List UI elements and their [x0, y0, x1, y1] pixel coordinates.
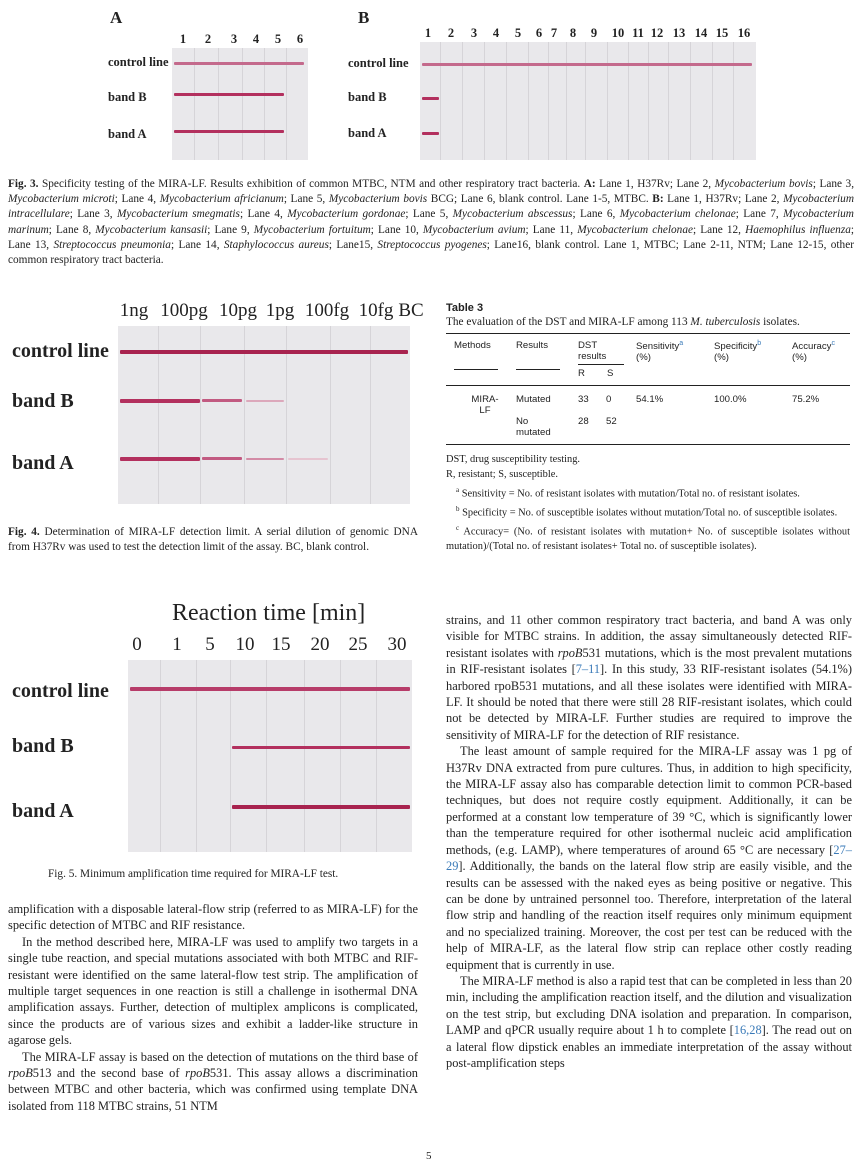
lane-number: 6	[535, 26, 543, 40]
band-a	[174, 130, 284, 133]
table-title-text: isolates.	[760, 316, 800, 328]
panel-a-strip-image	[172, 48, 308, 160]
cell-r: 28	[578, 416, 589, 427]
column-header: 15	[271, 634, 291, 655]
fig4-caption	[8, 525, 418, 555]
row-label-band-a: band A	[348, 126, 387, 140]
caption-label: Fig. 3.	[8, 178, 39, 190]
lane-number: 15	[715, 26, 729, 40]
cell-s: 52	[606, 416, 617, 427]
fig4-strip-image	[118, 326, 410, 504]
table-notes	[446, 453, 850, 555]
text-run: The MIRA-LF method is also a rapid test that can be completed in less than 20 min, including the amplification reaction itself, and the dilution and visualization on the test strip, but excluding DNA isolation and preparation. In comparison, LAMP and qPCR usually require about 1 h to complete [	[446, 973, 852, 1038]
lane-number: 4	[252, 32, 260, 46]
caption-text: ; Lane 4,	[239, 208, 288, 221]
text-run: ]. The read out on a lateral flow dipstick enables an immediate interpretation of the assay without post-amplification steps	[446, 1023, 852, 1070]
lane-number: 5	[274, 32, 282, 46]
column-header: Methods	[454, 340, 491, 351]
table-3	[446, 302, 850, 555]
caption-text: ; Lane 4,	[114, 193, 160, 206]
caption-text: Minimum amplification time required for MIRA-LF test.	[77, 868, 339, 880]
row-label-band-a: band A	[108, 127, 147, 141]
column-header: results	[578, 351, 607, 362]
table-row	[446, 394, 850, 416]
page-number: 5	[426, 1150, 432, 1162]
control-line-band	[120, 350, 408, 354]
column-header: 1pg	[265, 300, 295, 321]
cell-specificity: 100.0%	[714, 394, 747, 405]
cell-method: LF	[479, 405, 491, 416]
cell-s: 0	[606, 394, 612, 405]
lane-number: 1	[424, 26, 432, 40]
text-run: ]. In this study, 33 RIF-resistant isolates (54.1%) harbored rpoB531 mutations, and all these isolates were identified with MIRA-LF. It should be noted that there were still 28 RIF-resistant isolates, which could not be detected by MIRA-LF. Further studies are required to improve the sensitivity of MIRA-LF for the detection of RIF resistance.	[446, 662, 852, 742]
table-footnote	[446, 521, 850, 555]
fig5-title: Reaction time [min]	[172, 600, 366, 626]
caption-label: Fig. 5.	[48, 868, 78, 880]
caption-text: ; Lane15,	[328, 238, 378, 251]
gene-name: rpoB	[557, 645, 583, 660]
panel-b-lane-numbers	[420, 26, 760, 40]
lane-number: 2	[204, 32, 212, 46]
cell-r: 33	[578, 394, 589, 405]
fig5-caption	[48, 867, 428, 882]
paragraph: The MIRA-LF assay is based on the detection of mutations on the third base of rpoB513 and the second base of rpoB531. This assay allows a discrimination between MTBC and other bacteria, which was confirmed using template DNA isolated from 118 MTBC strains, 51 NTM	[8, 1049, 418, 1113]
lane-number: 13	[672, 26, 686, 40]
footnote-marker: c	[831, 340, 835, 347]
paragraph: amplification with a disposable lateral-flow strip (referred to as MIRA-LF) for the specific detection of MTBC and RIF resistance.	[8, 902, 418, 933]
column-header: 100fg	[304, 300, 350, 321]
paragraph	[446, 612, 852, 743]
band-a	[422, 132, 439, 135]
footnote-text: Accuracy= (No. of resistant isolates with mutation+ No. of susceptible isolates without mutation)/(Total no. of resistant isolates+ Total no. of susceptible isolates).	[446, 526, 850, 553]
table-footnote	[446, 483, 850, 502]
lane-number: 16	[737, 26, 751, 40]
caption-text: Specificity testing of the MIRA-LF. Results exhibition of common MTBC, NTM and other respiratory tract bacteria.	[38, 178, 584, 190]
band-b	[120, 399, 200, 403]
caption-bold: A:	[583, 178, 596, 190]
lane-number: 4	[492, 26, 500, 40]
row-label-control-line: control line	[348, 56, 409, 70]
lane-number: 10	[611, 26, 625, 40]
lane-number: 7	[550, 26, 558, 40]
footnote-marker: b	[757, 340, 762, 347]
lane-number: 3	[230, 32, 238, 46]
panel-b-strip-image	[420, 42, 756, 160]
fig3-caption	[8, 177, 854, 268]
caption-label: Fig. 4.	[8, 526, 40, 538]
species-name: M. tuberculosis	[690, 316, 761, 328]
row-label-band-b: band B	[12, 390, 74, 412]
species-name: Mycobacterium intracellulare	[8, 193, 854, 221]
text-run: strains, and 11 other common respiratory tract bacteria, and band A was only visible for MTBC strains. In addition, the assay simultaneously detected RIF-resistant isolates with	[446, 613, 852, 660]
right-column-text	[446, 612, 852, 1071]
species-name: Mycobacterium chelonae	[619, 208, 736, 221]
paragraph: In the method described here, MIRA-LF was used to amplify two targets in a single tube reaction, and special mutations associated with both MTBC and RIF-resistant were identified on the same lateral-flow test strip. The amplification of multiple target sequences in one reaction is still a challenge in isothermal DNA amplification assays. Further, detection of multiplex amplicons is complicated, since the products are of various sizes and exhibit a ladder-like structure in agarose gels.	[8, 934, 418, 1048]
footnote-text: Sensitivity = No. of resistant isolates with mutation/Total no. of resistant isolates.	[459, 488, 800, 500]
column-header: Specificity	[714, 341, 758, 353]
panel-a-letter: A	[110, 8, 123, 27]
caption-text: ; Lane 5,	[405, 208, 453, 221]
column-unit: (%)	[714, 352, 729, 364]
row-label-band-a: band A	[12, 800, 74, 822]
column-header: 1ng	[119, 300, 149, 321]
band-b	[422, 97, 439, 100]
text-run: 531 mutations, which is the most prevalent mutations in RIF-resistant isolates [	[446, 645, 852, 677]
column-header: 10fg	[358, 300, 394, 321]
caption-text: ; Lane 5,	[283, 193, 329, 206]
species-name: Staphylococcus aureus	[223, 238, 329, 251]
species-name: Mycobacterium bovis	[328, 193, 428, 206]
column-header: BC	[398, 300, 424, 321]
species-name: Mycobacterium africianum	[159, 193, 284, 206]
fig5-column-headers	[128, 634, 418, 658]
cell-result: mutated	[516, 427, 551, 438]
control-line-band	[130, 687, 410, 691]
caption-text: ; Lane 9,	[207, 223, 254, 236]
caption-text: ; Lane 3,	[812, 178, 855, 190]
column-header: 100pg	[160, 300, 208, 321]
row-label-control-line: control line	[108, 55, 169, 69]
lane-number: 8	[569, 26, 577, 40]
species-name: Haemophilus influenza	[745, 223, 851, 236]
row-label-band-b: band B	[108, 90, 147, 104]
lane-number: 6	[296, 32, 304, 46]
table-note: DST, drug susceptibility testing.	[446, 454, 581, 465]
caption-text: ; Lane 10,	[370, 223, 423, 236]
column-header: DST	[578, 340, 598, 351]
fig5-strip-image	[128, 660, 412, 852]
lane-number: 2	[447, 26, 455, 40]
caption-text: Lane 1, H37Rv; Lane 2,	[595, 178, 715, 190]
species-name: Mycobacterium avium	[422, 223, 526, 236]
footnote-text: Specificity = No. of susceptible isolates without mutation/Total no. of susceptible isolates.	[459, 507, 838, 519]
footnote-marker: a	[679, 340, 684, 347]
citation-link[interactable]: 7–11	[575, 662, 601, 677]
paragraph	[446, 743, 852, 973]
caption-text: ; Lane 7,	[735, 208, 784, 221]
citation-link[interactable]: 27–29	[446, 842, 852, 874]
band-b	[232, 746, 410, 749]
control-line-band	[422, 63, 752, 66]
species-name: Streptococcus pyogenes	[377, 238, 487, 251]
row-label-band-b: band B	[12, 735, 74, 757]
panel-b-letter: B	[358, 8, 370, 27]
row-label-band-a: band A	[12, 452, 74, 474]
footnote-marker: c	[456, 524, 460, 533]
species-name: Mycobacterium microti	[8, 193, 115, 206]
text-run: The least amount of sample required for the MIRA-LF assay was 1 pg of H37Rv DNA extracted from pure cultures. Thus, in addition to high specificity, the MIRA-LF assay also has comparable detection limit to common PCR-based techniques, but does not require costly equipment. Additionally, it can be performed at a constant low temperature of 39 °C, which is significantly lower than the temperature required for other isothermal nucleic acid amplification methods, (e.g. LAMP), where temperatures of around 65 °C are necessary [	[446, 744, 852, 857]
band-a	[246, 458, 284, 460]
lane-number: 5	[514, 26, 522, 40]
caption-text: ; Lane 8,	[48, 223, 96, 236]
species-name: Mycobacterium kansasii	[95, 223, 208, 236]
cell-method: MIRA-	[471, 394, 499, 405]
column-unit: (%)	[636, 352, 651, 364]
table-note: R, resistant; S, susceptible.	[446, 468, 558, 480]
lane-number: 14	[694, 26, 708, 40]
cell-accuracy: 75.2%	[792, 394, 820, 405]
column-header-s: S	[606, 368, 614, 379]
footnote-marker: a	[456, 485, 460, 494]
column-header: Accuracy	[792, 341, 832, 353]
band-a	[202, 457, 242, 460]
fig4-column-headers	[119, 300, 424, 324]
column-header: 10	[235, 634, 255, 655]
caption-text: ; Lane 11,	[525, 223, 578, 236]
species-name: Mycobacterium chelonae	[577, 223, 693, 236]
species-name: Mycobacterium smegmatis	[116, 208, 240, 221]
table-body	[446, 340, 850, 445]
caption-text: ; Lane 3,	[69, 208, 117, 221]
lane-number: 3	[470, 26, 478, 40]
band-a	[232, 805, 410, 809]
table-row	[446, 416, 850, 438]
column-header: 20	[310, 634, 330, 655]
cell-result: No	[516, 416, 529, 427]
species-name: Mycobacterium gordonae	[287, 208, 406, 221]
column-header: 5	[205, 634, 215, 655]
lane-number: 12	[650, 26, 664, 40]
column-header: 25	[348, 634, 368, 655]
left-column-text	[8, 901, 418, 1114]
column-header: 0	[132, 634, 142, 655]
column-header: 1	[172, 634, 182, 655]
species-name: Mycobacterium fortuitum	[253, 223, 371, 236]
caption-text: ; Lane 14,	[170, 238, 224, 251]
table-title-text: The evaluation of the DST and MIRA-LF among 113	[446, 316, 691, 328]
lane-number: 9	[590, 26, 598, 40]
band-a	[120, 457, 200, 461]
row-label-control-line: control line	[12, 680, 109, 702]
caption-bold: B:	[652, 193, 664, 206]
species-name: Mycobacterium bovis	[714, 178, 813, 190]
caption-text: BCG; Lane 6, blank control. Lane 1-5, MTBC.	[427, 193, 653, 206]
column-header: Results	[516, 340, 548, 351]
footnote-marker: b	[456, 504, 460, 513]
caption-text: Determination of MIRA-LF detection limit. A serial dilution of genomic DNA from H37Rv was used to test the detection limit of the assay. BC, blank control.	[8, 526, 418, 554]
table-title	[446, 316, 850, 328]
column-header: Sensitivity	[636, 341, 680, 353]
column-header: 30	[387, 634, 407, 655]
species-name: Mycobacterium marinum	[8, 208, 854, 236]
band-b	[202, 399, 242, 402]
cell-sensitivity: 54.1%	[636, 394, 664, 405]
band-b	[174, 93, 284, 96]
caption-text: Lane 1, H37Rv; Lane 2,	[663, 193, 784, 206]
lane-number: 11	[632, 26, 644, 40]
cell-result: Mutated	[516, 394, 551, 405]
caption-text: ; Lane 13,	[8, 223, 855, 251]
band-a	[288, 458, 328, 460]
panel-a-lane-numbers	[172, 32, 312, 46]
column-unit: (%)	[792, 352, 807, 364]
citation-link[interactable]: 16,28	[733, 1023, 762, 1038]
caption-text: ; Lane 12,	[692, 223, 746, 236]
caption-text: ; Lane16, blank control. Lane 1, MTBC; Lane 2-11, NTM; Lane 12-15, other common respiratory tract bacteria.	[8, 238, 854, 267]
paragraph	[446, 973, 852, 1071]
row-label-band-b: band B	[348, 90, 387, 104]
lane-number: 1	[179, 32, 187, 46]
column-header-r: R	[578, 368, 585, 379]
table-footnote	[446, 502, 850, 521]
table-label: Table 3	[446, 302, 484, 314]
column-header: 10pg	[219, 300, 257, 321]
species-name: Mycobacterium abscessus	[452, 208, 573, 221]
caption-text: ; Lane 6,	[572, 208, 620, 221]
control-line-band	[174, 62, 304, 65]
row-label-control-line: control line	[12, 340, 109, 362]
text-run: ]. Additionally, the bands on the lateral flow strip are easily visible, and the results can be assessed with the naked eyes as being positive or negative. This can be done by untrained personnel too. Therefore, interpretation of the lateral flow strip and handling of the reaction itself requires only minimum equipment and no specialized training. Moreover, the cost per test can be reduced with the help of MIRA-LF, as the lateral flow strip can replace other costly reading equipment that is currently in use.	[446, 859, 852, 972]
band-b	[246, 400, 284, 402]
species-name: Streptococcus pneumonia	[53, 238, 171, 251]
